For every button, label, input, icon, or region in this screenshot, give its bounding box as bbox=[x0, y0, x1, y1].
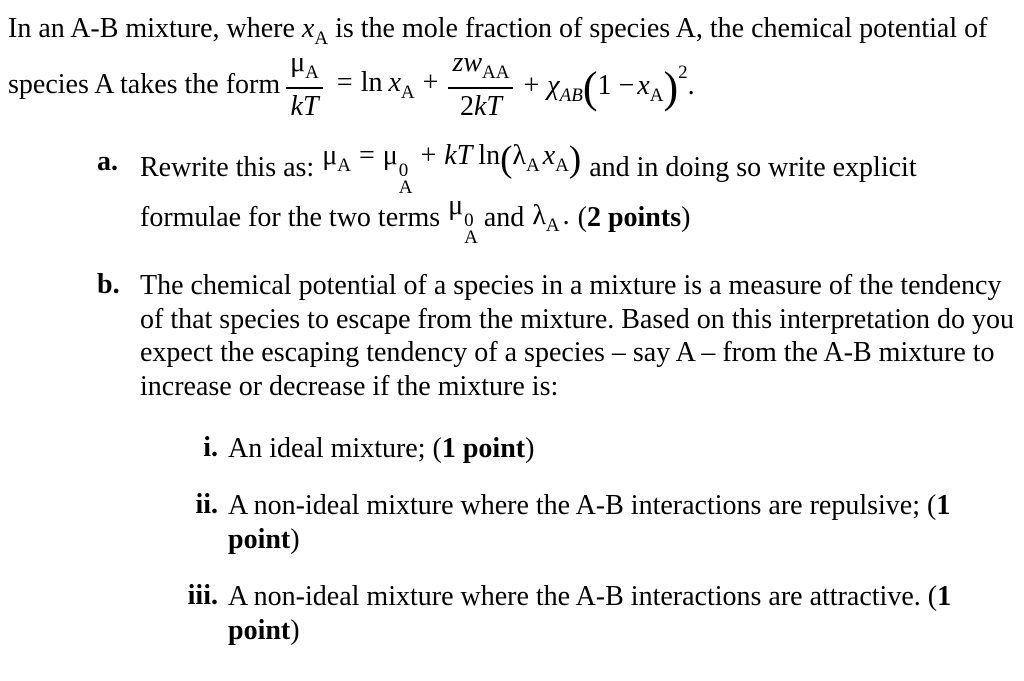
sub-item-iii-line-1 bbox=[228, 580, 951, 614]
open-paren: ( bbox=[432, 433, 442, 464]
superscript-0: 0 bbox=[398, 160, 409, 181]
coefficient-2: 2 bbox=[459, 91, 474, 122]
mu-symbol: μ bbox=[322, 140, 338, 171]
sub-item-i-body bbox=[228, 432, 534, 466]
item-a-lead: Rewrite this as: bbox=[140, 152, 315, 183]
item-a-line-2 bbox=[140, 190, 917, 248]
item-b bbox=[97, 269, 1014, 403]
points-number: 1 bbox=[937, 581, 952, 612]
close-paren: ) bbox=[290, 523, 300, 555]
equals-sign: = bbox=[358, 140, 375, 171]
item-b-label: b. bbox=[97, 269, 120, 300]
item-b-line-3: expect the escaping tendency of a species – say A – from the A-B mixture to bbox=[140, 337, 995, 368]
chi-symbol: χ bbox=[547, 70, 560, 101]
item-a-tail: and in doing so write explicit bbox=[589, 152, 917, 183]
mu-sup0-subA bbox=[464, 212, 478, 246]
sub-item-ii-text: A non-ideal mixture where the A-B interactions are repulsive; bbox=[228, 490, 928, 521]
close-paren: ) bbox=[663, 63, 679, 112]
item-b-line-1: The chemical potential of a species in a mixture is a measure of the tendency bbox=[140, 270, 1002, 301]
superscript-0: 0 bbox=[464, 210, 474, 231]
plus-sign: + bbox=[523, 70, 540, 101]
intro-text-pre: In an A-B mixture, where bbox=[8, 13, 302, 44]
open-paren: ( bbox=[500, 139, 513, 180]
x-variable: x bbox=[388, 66, 401, 98]
item-b-line-2: of that species to escape from the mixture. Based on this interpretation do you bbox=[140, 303, 1014, 335]
subscript-A: A bbox=[464, 227, 478, 248]
sub-item-iii-body bbox=[228, 580, 951, 647]
zw-subscript-AA: AA bbox=[482, 62, 510, 83]
chi-subscript-AB: AB bbox=[559, 85, 583, 106]
intro-line-2 bbox=[8, 47, 695, 122]
sub-item-i-text: An ideal mixture; bbox=[228, 433, 433, 464]
points-word: point bbox=[228, 614, 291, 646]
close-paren: ) bbox=[525, 433, 535, 464]
period: . bbox=[687, 70, 695, 101]
x-variable: x bbox=[542, 140, 556, 171]
equation-chi-term bbox=[515, 62, 695, 112]
equation-muA-rewrite bbox=[322, 140, 581, 196]
exponent-2: 2 bbox=[678, 62, 688, 83]
fraction-numerator bbox=[448, 47, 513, 89]
close-paren: ) bbox=[290, 614, 300, 646]
points-value: 2 points bbox=[586, 202, 682, 233]
item-a bbox=[97, 139, 917, 248]
period: . bbox=[562, 199, 570, 231]
sub-item-iii-label: iii. bbox=[187, 580, 218, 611]
sub-item-ii-label: ii. bbox=[195, 489, 218, 520]
x-variable: x bbox=[301, 13, 315, 44]
sub-item-ii bbox=[160, 489, 950, 556]
plus-sign: + bbox=[422, 66, 439, 98]
points-value: 1 point bbox=[441, 433, 526, 464]
open-paren: ( bbox=[577, 202, 587, 233]
x-subscript-A: A bbox=[555, 155, 569, 176]
lambda-subscript-A: A bbox=[525, 155, 540, 176]
lambda-symbol: λ bbox=[532, 199, 546, 231]
sub-item-iii bbox=[160, 580, 951, 647]
points-badge bbox=[578, 202, 691, 234]
sub-item-ii-body bbox=[228, 489, 950, 556]
item-a-body bbox=[140, 139, 917, 248]
plus-sign: + bbox=[420, 140, 437, 171]
mu-symbol: μ bbox=[448, 190, 464, 221]
open-paren: ( bbox=[582, 63, 598, 112]
x-subscript-A: A bbox=[314, 28, 329, 49]
intro-line2-text: species A takes the form bbox=[8, 69, 281, 100]
x-variable: x bbox=[637, 70, 650, 101]
mu0A-term bbox=[448, 190, 478, 246]
zw-variable: zw bbox=[452, 47, 483, 78]
item-a-line-1 bbox=[140, 139, 917, 198]
points-word: point bbox=[228, 523, 291, 555]
x-subscript-A: A bbox=[400, 81, 415, 103]
sub-item-i bbox=[160, 432, 534, 466]
lambdaA-term bbox=[532, 200, 569, 237]
equals-sign: = bbox=[336, 66, 353, 98]
kT-variable: kT bbox=[473, 91, 502, 122]
close-paren: ) bbox=[568, 139, 582, 180]
kT-variable: kT bbox=[444, 140, 473, 171]
item-a-label: a. bbox=[97, 146, 118, 177]
lambda-subscript-A: A bbox=[545, 214, 560, 236]
fraction-denominator bbox=[448, 89, 513, 123]
ln-operator: ln bbox=[360, 66, 383, 98]
one-minus: 1 − bbox=[597, 70, 635, 101]
item-a-line2-text: formulae for the two terms bbox=[140, 202, 441, 233]
sub-item-ii-line-1 bbox=[228, 489, 950, 523]
ln-operator: ln bbox=[478, 140, 501, 171]
fraction-denominator: kT bbox=[290, 91, 319, 122]
intro-text-post: is the mole fraction of species A, the chemical potential of bbox=[328, 13, 988, 44]
x-subscript-A: A bbox=[649, 85, 664, 106]
mu-subscript-A: A bbox=[337, 155, 351, 176]
lambda-symbol: λ bbox=[512, 140, 526, 171]
sub-item-iii-text: A non-ideal mixture where the A-B interactions are attractive. bbox=[228, 581, 928, 612]
sub-item-i-label: i. bbox=[203, 432, 218, 463]
fraction-muA-over-kT bbox=[286, 47, 323, 123]
item-b-body bbox=[140, 269, 1014, 403]
open-paren: ( bbox=[927, 581, 938, 612]
subscript-A: A bbox=[398, 177, 413, 198]
open-paren: ( bbox=[927, 490, 937, 521]
equation-middle bbox=[329, 67, 447, 104]
mu-subscript: A bbox=[305, 62, 319, 83]
fraction-zwAA-over-2kT bbox=[448, 47, 513, 123]
mu-symbol: μ bbox=[382, 140, 398, 171]
mu-sup0-subA bbox=[399, 162, 413, 196]
item-b-line-4: increase or decrease if the mixture is: bbox=[140, 370, 559, 402]
sub-item-ii-line-2 bbox=[228, 523, 950, 557]
sub-item-iii-line-2 bbox=[228, 614, 951, 648]
close-paren: ) bbox=[681, 202, 691, 233]
points-number: 1 bbox=[936, 490, 951, 521]
fraction-numerator bbox=[286, 47, 323, 89]
mu-symbol: μ bbox=[290, 47, 306, 78]
and-word: and bbox=[483, 202, 525, 233]
